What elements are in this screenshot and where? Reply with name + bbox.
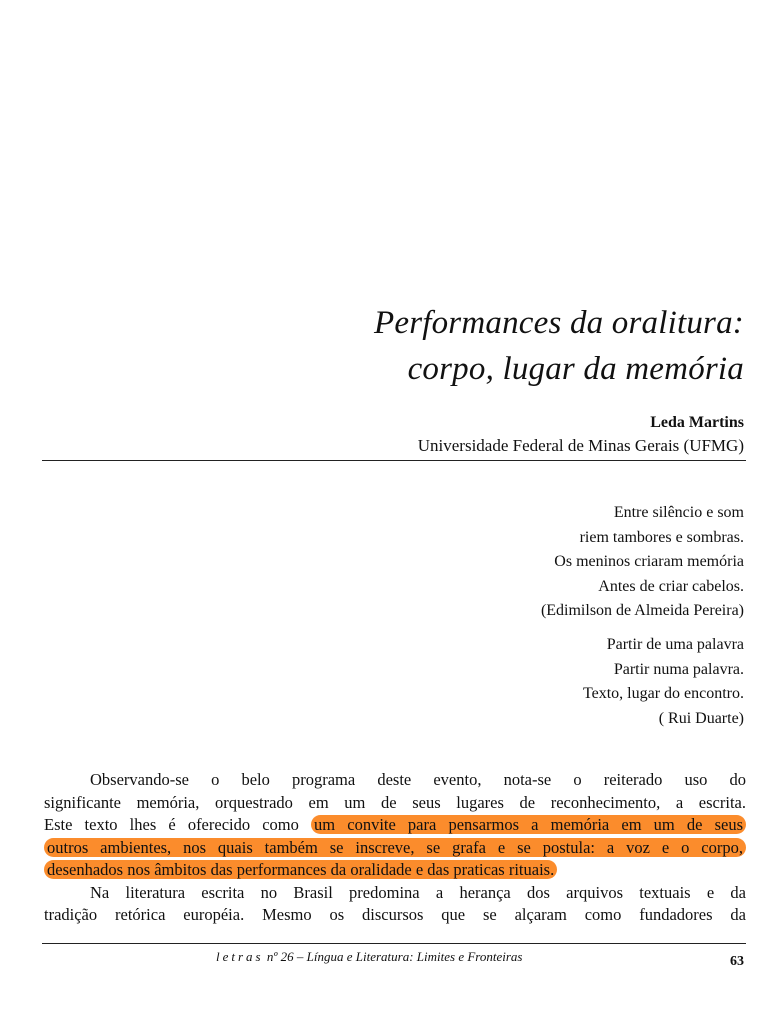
epigraph-line: Os meninos criaram memória [554, 553, 744, 570]
author-name: Leda Martins [650, 414, 744, 431]
footer-divider [42, 943, 746, 944]
page-number: 63 [730, 954, 744, 969]
body-text-fragment: Este texto lhes é oferecido como [44, 815, 312, 834]
body-line: significante memória, orquestrado em um de seus lugares de reconhecimento, a escrita. [44, 792, 746, 812]
author-affiliation: Universidade Federal de Minas Gerais (UFMG) [417, 436, 744, 455]
title-line-2: corpo, lugar da memória [407, 351, 744, 387]
epigraph-line: Entre silêncio e som [613, 504, 744, 521]
article-title [374, 300, 744, 392]
journal-issue: nº 26 – [263, 949, 307, 964]
epigraph-line: Partir de uma palavra [606, 636, 744, 653]
epigraph-line: Partir numa palavra. [613, 660, 744, 678]
running-footer [216, 948, 522, 966]
epigraph-2 [583, 633, 744, 731]
highlighted-text: outros ambientes, nos quais também se inscreve, se grafa e se postula: a voz e o corpo, [44, 838, 746, 857]
epigraph-line: Antes de criar cabelos. [598, 577, 744, 595]
epigraph-attribution: (Edimilson de Almeida Pereira) [540, 602, 744, 619]
body-text [44, 769, 746, 927]
body-line: Observando-se o belo programa deste evento, nota-se o reiterado uso do [90, 770, 746, 789]
journal-subtitle: Língua e Literatura: Limites e Fronteiras [306, 949, 523, 964]
epigraph-attribution: ( Rui Duarte) [658, 709, 744, 727]
body-line [44, 859, 746, 882]
body-line [44, 814, 746, 837]
highlighted-text: desenhados nos âmbitos das performances da oralidade e das praticas rituais. [44, 860, 557, 879]
epigraph-1 [541, 501, 744, 624]
body-line [44, 837, 746, 860]
epigraph-line: Texto, lugar do encontro. [582, 685, 744, 702]
body-line: Na literatura escrita no Brasil predomina a herança dos arquivos textuais e da [90, 882, 746, 902]
title-line-1: Performances da oralitura: [373, 305, 744, 341]
header-divider [42, 460, 746, 461]
journal-name: letras [216, 949, 264, 964]
highlighted-text: um convite para pensarmos a memória em um de seus [311, 815, 746, 834]
body-line: tradição retórica européia. Mesmo os discursos que se alçaram como fundadores da [44, 905, 746, 924]
epigraph-line: riem tambores e sombras. [579, 528, 744, 546]
